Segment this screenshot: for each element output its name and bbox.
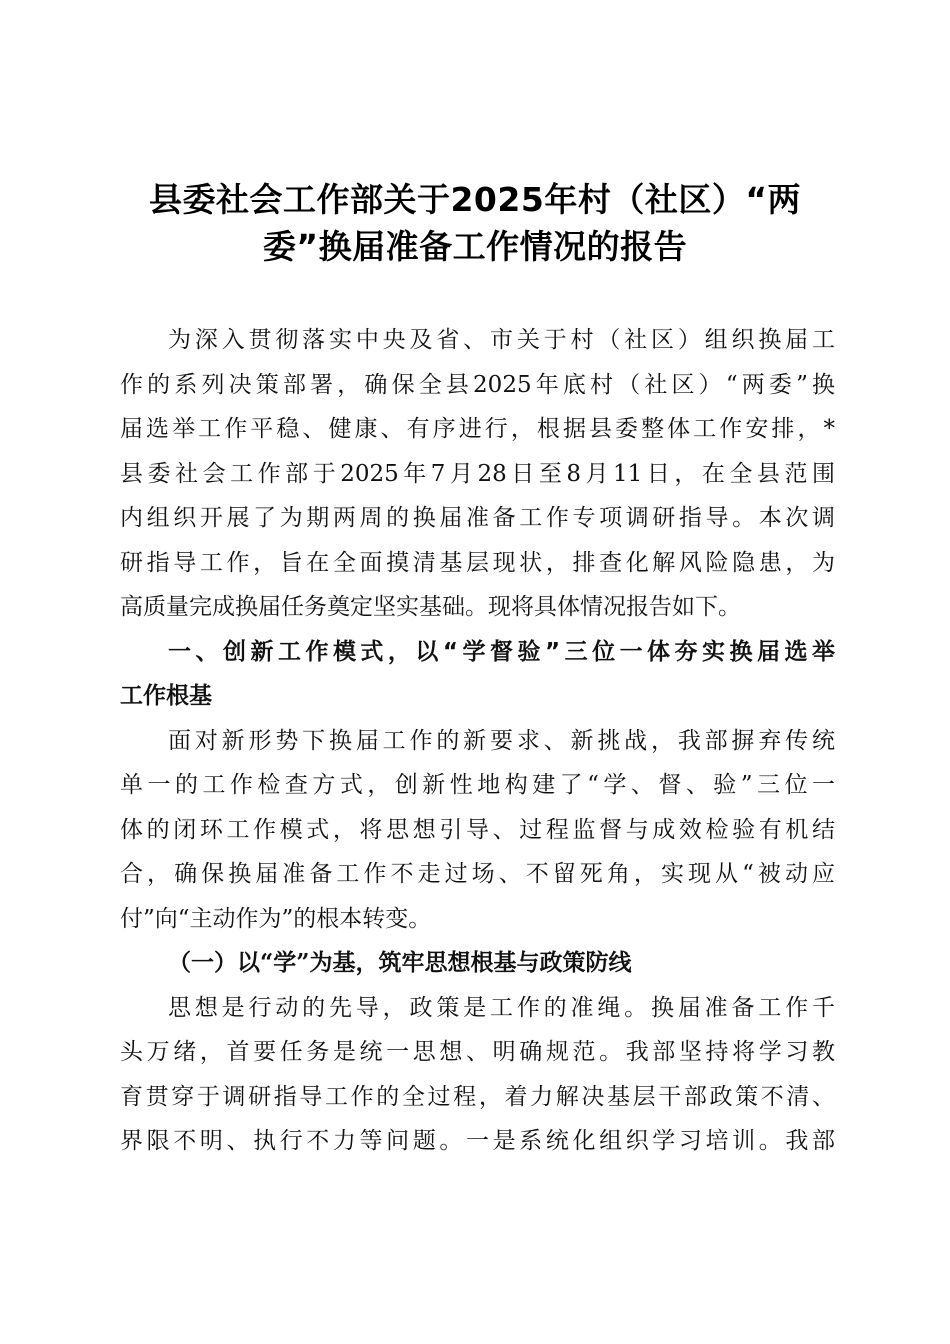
paragraph-line: 县委社会工作部于2025年7月28日至8月11日，在全县范围	[120, 460, 835, 487]
paragraph-line: 育贯穿于调研指导工作的全过程，着力解决基层干部政策不清、	[120, 1083, 835, 1110]
paragraph-line: 高质量完成换届任务奠定坚实基础。现将具体情况报告如下。	[120, 594, 741, 620]
subsection-heading: （一）以“学”为基，筑牢思想根基与政策防线	[168, 949, 632, 976]
title-line: 县委社会工作部关于2025年村（社区）“两	[148, 180, 802, 219]
paragraph-line: 面对新形势下换届工作的新要求、新挑战，我部摒弃传统	[168, 727, 835, 754]
paragraph-line: 内组织开展了为期两周的换届准备工作专项调研指导。本次调	[120, 505, 835, 531]
paragraph-line: 单一的工作检查方式，创新性地构建了“学、督、验”三位一	[120, 772, 835, 798]
document-title	[110, 176, 840, 270]
paragraph-line: 合，确保换届准备工作不走过场、不留死角，实现从“被动应	[120, 861, 835, 887]
paragraph-line: 届选举工作平稳、健康、有序进行，根据县委整体工作安排，*	[120, 416, 835, 442]
paragraph-line: 界限不明、执行不力等问题。一是系统化组织学习培训。我部	[120, 1128, 835, 1154]
section-heading: 工作根基	[120, 683, 212, 709]
paragraph-line: 头万绪，首要任务是统一思想、明确规范。我部坚持将学习教	[120, 1039, 835, 1065]
section-heading: 一、创新工作模式，以“学督验”三位一体夯实换届选举	[168, 638, 835, 665]
paragraph-line: 付”向“主动作为”的根本转变。	[120, 905, 432, 932]
paragraph-line: 研指导工作，旨在全面摸清基层现状，排查化解风险隐患，为	[120, 549, 835, 576]
document-body	[120, 318, 835, 1164]
paragraph-line: 体的闭环工作模式，将思想引导、过程监督与成效检验有机结	[120, 816, 835, 843]
paragraph-line: 作的系列决策部署，确保全县2025年底村（社区）“两委”换	[120, 371, 835, 398]
paragraph-line: 为深入贯彻落实中央及省、市关于村（社区）组织换届工	[168, 327, 835, 353]
title-line: 委”换届准备工作情况的报告	[262, 227, 688, 266]
paragraph-line: 思想是行动的先导，政策是工作的准绳。换届准备工作千	[168, 994, 835, 1021]
